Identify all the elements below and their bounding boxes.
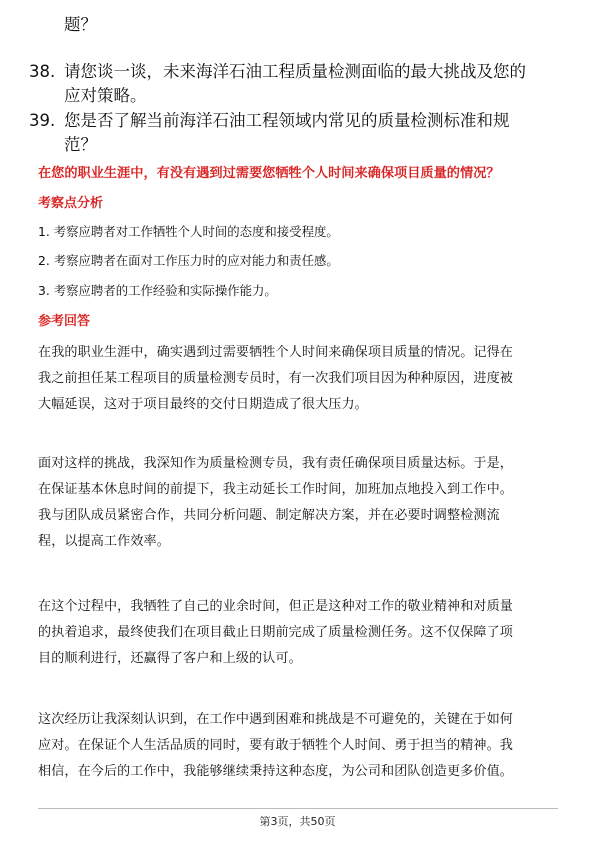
paragraph-line: 相信，在今后的工作中，我能够继续秉持这种态度，为公司和团队创造更多价值。 bbox=[38, 764, 513, 779]
paragraph-line: 我与团队成员紧密合作，共同分析问题、制定解决方案，并在必要时调整检测流 bbox=[38, 508, 500, 523]
question-text-line: 应对策略。 bbox=[64, 86, 147, 105]
analysis-point: 3. 考察应聘者的工作经验和实际操作能力。 bbox=[38, 283, 277, 298]
answer-paragraph-2 bbox=[38, 451, 563, 555]
question-number: 39. bbox=[29, 111, 56, 130]
paragraph-line: 我之前担任某工程项目的质量检测专员时，有一次我们项目因为种种原因，进度被 bbox=[38, 371, 513, 386]
paragraph-line: 这次经历让我深刻认识到，在工作中遇到困难和挑战是不可避免的，关键在于如何 bbox=[38, 712, 513, 727]
paragraph-line: 应对。在保证个人生活品质的同时，要有敢于牺牲个人时间、勇于担当的精神。我 bbox=[38, 738, 513, 753]
paragraph-line: 的执着追求，最终使我们在项目截止日期前完成了质量检测任务。这不仅保障了项 bbox=[38, 625, 513, 640]
paragraph-line: 大幅延误，这对于项目最终的交付日期造成了很大压力。 bbox=[38, 397, 368, 412]
paragraph-line: 程，以提高工作效率。 bbox=[38, 534, 170, 549]
question-text-line: 范？ bbox=[64, 135, 97, 154]
answer-heading: 参考回答 bbox=[38, 314, 91, 329]
featured-question: 在您的职业生涯中，有没有遇到过需要您牺牲个人时间来确保项目质量的情况？ bbox=[38, 166, 500, 181]
paragraph-line: 在我的职业生涯中，确实遇到过需要牺牲个人时间来确保项目质量的情况。记得在 bbox=[38, 345, 513, 360]
paragraph-line: 在保证基本休息时间的前提下，我主动延长工作时间，加班加点地投入到工作中。 bbox=[38, 482, 513, 497]
footer-divider bbox=[38, 808, 558, 809]
question-continuation: 题？ bbox=[64, 15, 97, 34]
answer-paragraph-4 bbox=[38, 707, 563, 785]
paragraph-line: 面对这样的挑战，我深知作为质量检测专员，我有责任确保项目质量达标。于是， bbox=[38, 456, 513, 471]
analysis-point: 2. 考察应聘者在面对工作压力时的应对能力和责任感。 bbox=[38, 253, 339, 268]
page-number: 第3页，共50页 bbox=[259, 815, 336, 828]
answer-paragraph-1 bbox=[38, 340, 563, 418]
question-text-line: 请您谈一谈，未来海洋石油工程质量检测面临的最大挑战及您的 bbox=[64, 62, 526, 81]
question-number: 38. bbox=[29, 62, 56, 81]
analysis-point: 1. 考察应聘者对工作牺牲个人时间的态度和接受程度。 bbox=[38, 224, 339, 239]
paragraph-line: 在这个过程中，我牺牲了自己的业余时间，但正是这种对工作的敬业精神和对质量 bbox=[38, 599, 513, 614]
paragraph-line: 目的顺利进行，还赢得了客户和上级的认可。 bbox=[38, 651, 302, 666]
answer-paragraph-3 bbox=[38, 594, 563, 672]
question-text-line: 您是否了解当前海洋石油工程领域内常见的质量检测标准和规 bbox=[64, 111, 510, 130]
analysis-heading: 考察点分析 bbox=[38, 196, 104, 211]
